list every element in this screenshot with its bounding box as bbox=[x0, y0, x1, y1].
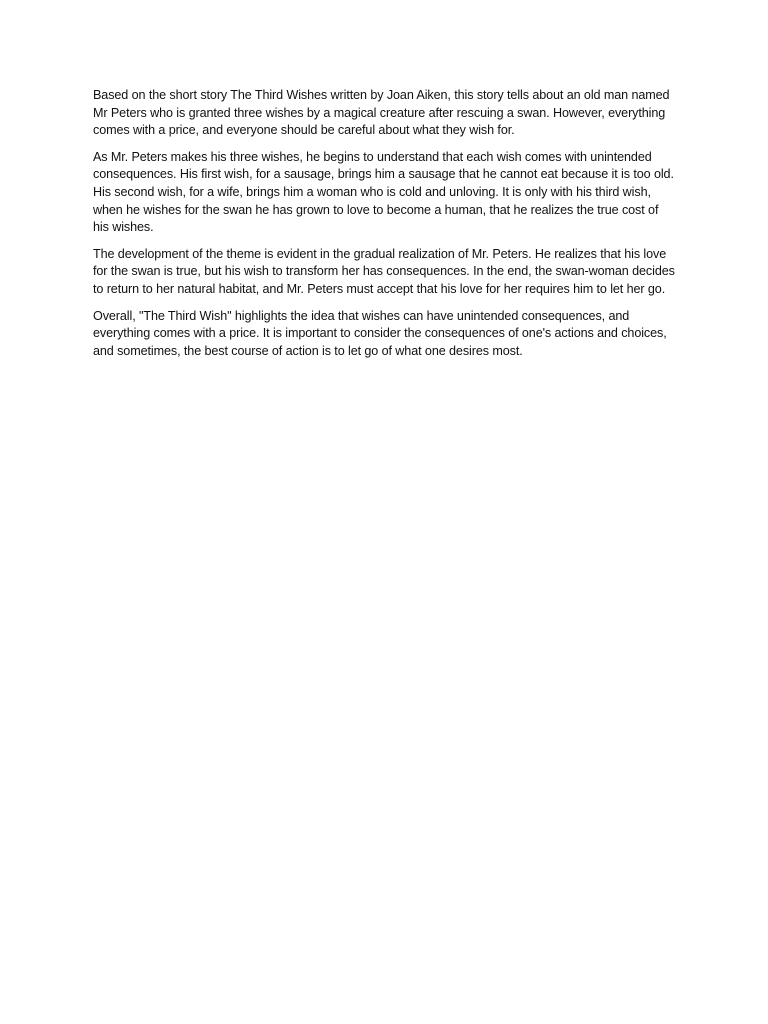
document-body bbox=[93, 87, 675, 369]
paragraph-wishes: As Mr. Peters makes his three wishes, he begins to understand that each wish comes with unintended consequences. His first wish, for a sausage, brings him a sausage that he cannot eat because it is too old. His second wish, for a wife, brings him a woman who is cold and unloving. It is only with his third wish, when he wishes for the swan he has grown to love to become a human, that he realizes the true cost of his wishes. bbox=[93, 149, 674, 235]
paragraph-theme-development: The development of the theme is evident in the gradual realization of Mr. Peters. He realizes that his love for the swan is true, but his wish to transform her has consequences. In the end, the swan-woman decides to return to her natural habitat, and Mr. Peters must accept that his love for her requires him to let her go. bbox=[93, 246, 675, 296]
paragraph-intro: Based on the short story The Third Wishes written by Joan Aiken, this story tells about an old man named Mr Peters who is granted three wishes by a magical creature after rescuing a swan. However, everything comes with a price, and everyone should be careful about what they wish for. bbox=[93, 88, 670, 138]
paragraph-conclusion: Overall, "The Third Wish" highlights the idea that wishes can have unintended consequences, and everything comes with a price. It is important to consider the consequences of one's actions and choices, and sometimes, the best course of action is to let go of what one desires most. bbox=[93, 308, 667, 358]
